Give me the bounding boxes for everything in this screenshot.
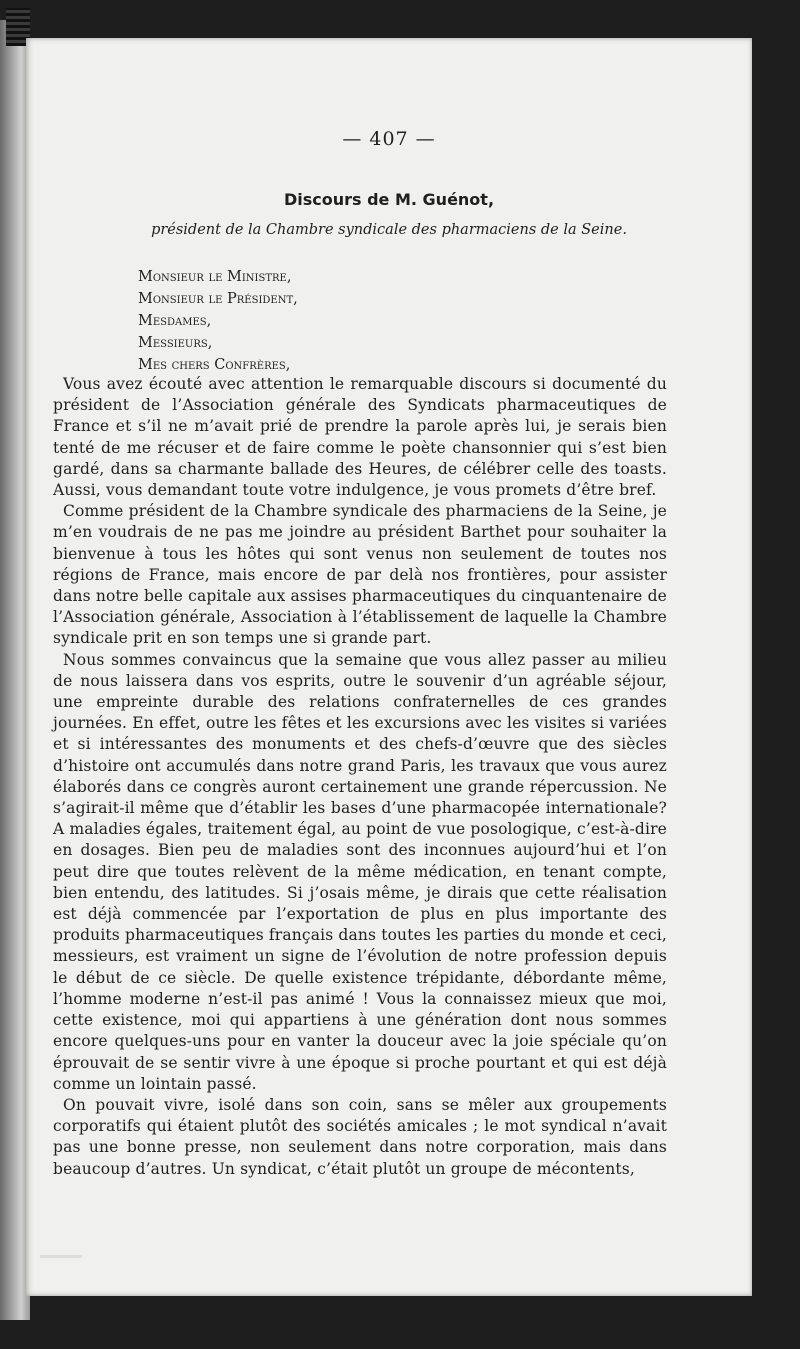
salutation-line: Monsieur le Président,: [138, 291, 298, 307]
paragraph: On pouvait vivre, isolé dans son coin, sans se mêler aux groupements corporatifs qui étaient plutôt des sociétés amicales ; le mot syndical n’avait pas une bonne presse, non seulement dans notre corporation, mais dans beaucoup d’autres. Un syndicat, c’était plutôt un groupe de mécontents,: [53, 1095, 667, 1178]
speech-subtitle: président de la Chambre syndicale des pharmaciens de la Seine.: [151, 222, 627, 238]
paragraph: Comme président de la Chambre syndicale des pharmaciens de la Seine, je m’en voudrais de ne pas me joindre au président Barthet pour souhaiter la bienvenue à tous les hôtes qui sont venus non seulement de toutes nos régions de France, mais encore de par delà nos frontières, pour assister dans notre belle capitale aux assises pharmaceutiques du cinquantenaire de l’Association générale, Association à l’établissement de laquelle la Chambre syndicale prit en son temps une si grande part.: [53, 502, 667, 648]
paragraph: Nous sommes convaincus que la semaine que vous allez passer au milieu de nous laissera dans vos esprits, outre le souvenir d’un agréable séjour, une empreinte durable des relations confraternelles de ces grandes journées. En effet, outre les fêtes et les excursions avec les visites si variées et si intéressantes des monuments et des chefs-d’œuvre que des siècles d’histoire ont accumulés dans notre grand Paris, les travaux que vous aurez élaborés dans ce congrès auront certainement une grande répercussion. Ne s’agirait-il même que d’établir les bases d’une pharmacopée internationale? A maladies égales, traitement égal, au point de vue posologique, c’est-à-dire en dosages. Bien peu de maladies sont des inconnues aujourd’hui et l’on peut dire que toutes relèvent de la même médication, en tenant compte, bien entendu, des latitudes. Si j’osais même, je dirais que cette réalisation est déjà commencée par l’exportation de plus en plus importante des produits pharmaceutiques français dans toutes les parties du monde et ceci, messieurs, est vraiment un signe de l’évolution de notre profession depuis le début de ce siècle. De quelle existence trépidante, débordante même, l’homme moderne n’est-il pas animé ! Vous la connaissez mieux que moi, cette existence, moi qui appartiens à une génération dont nous sommes encore quelques-uns pour en vanter la douceur avec la joie spéciale qu’on éprouvait de se sentir vivre à une époque si proche pourtant et qui est déjà comme un lointain passé.: [53, 650, 667, 1093]
speech-body: [53, 374, 667, 1180]
page-number: — 407 —: [342, 128, 436, 150]
salutation-line: Mesdames,: [138, 313, 212, 329]
page-bottom-mark: [40, 1255, 82, 1258]
salutation-line: Messieurs,: [138, 335, 213, 351]
salutation-line: Mes chers Confrères,: [138, 357, 291, 373]
document-page: [26, 38, 752, 1296]
paragraph: Vous avez écouté avec attention le remarquable discours si documenté du président de l’Association générale des Syndicats pharmaceutiques de France et s’il ne m’avait prié de prendre la parole après lui, je serais bien tenté de me récuser et de faire comme le poète chansonnier qui s’est bien gardé, dans sa charmante ballade des Heures, de célébrer celle des toasts. Aussi, vous demandant toute votre indulgence, je vous promets d’être bref.: [53, 375, 667, 500]
salutation-block: [138, 266, 298, 376]
speech-title: Discours de M. Guénot,: [283, 190, 495, 209]
salutation-line: Monsieur le Ministre,: [138, 269, 292, 285]
